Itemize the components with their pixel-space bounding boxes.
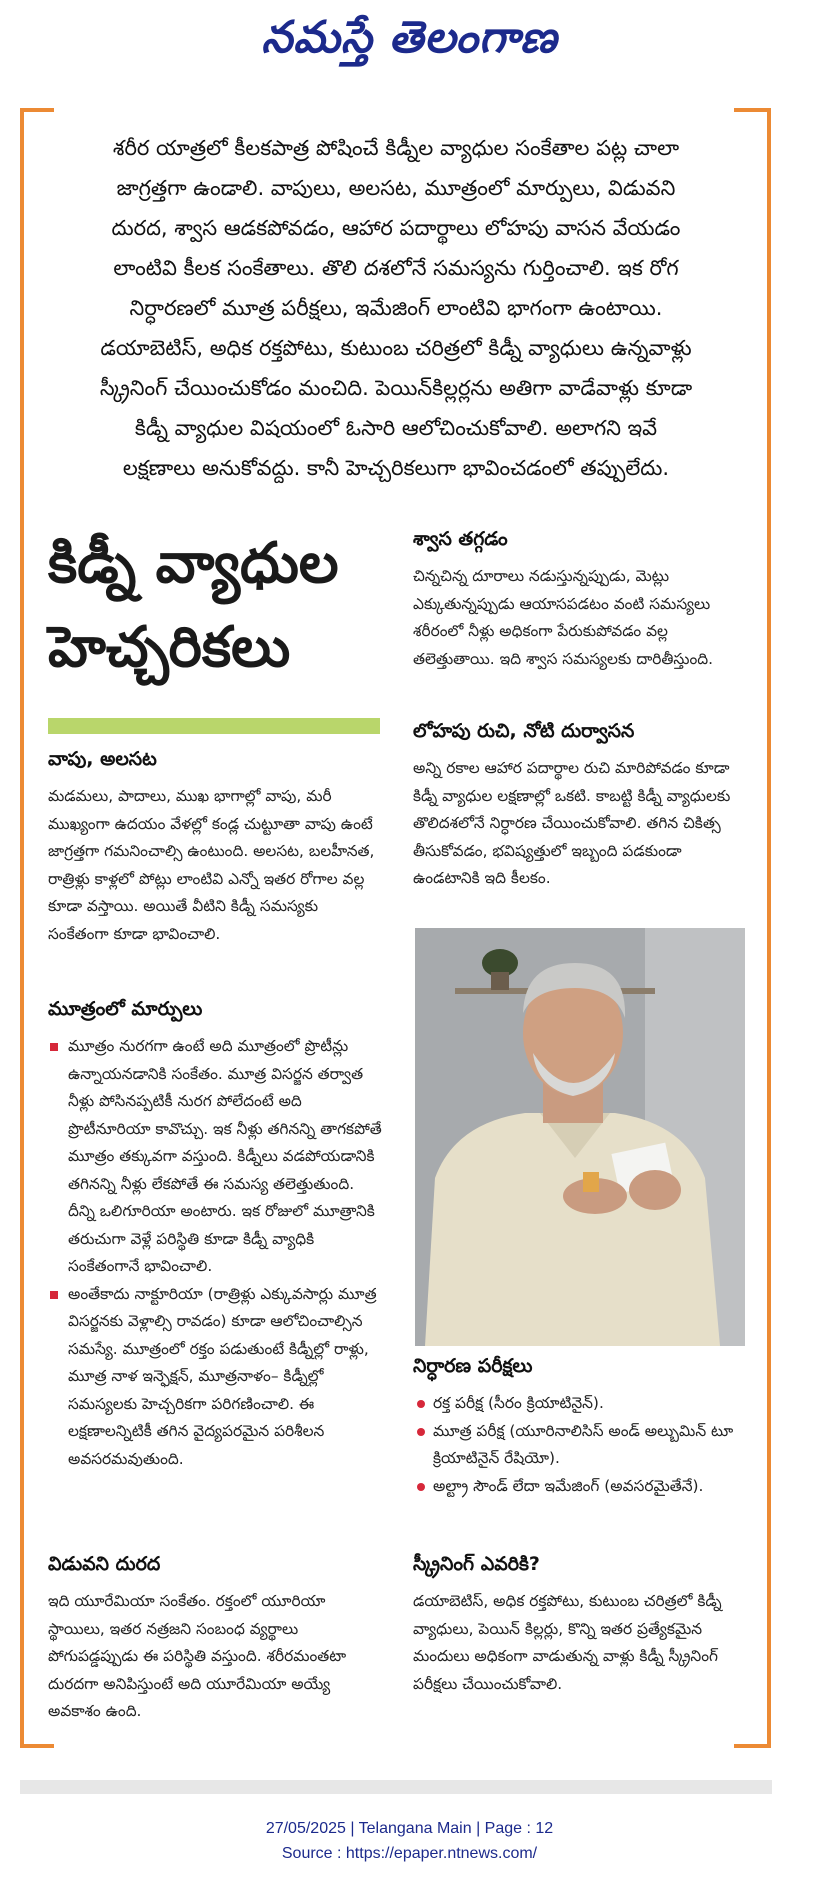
article-headline [48, 522, 388, 690]
intro-line: కిడ్నీ వ్యాధుల విషయంలో ఓసారి ఆలోచించుకోవాలి. అలాగని ఇవే [134, 416, 658, 440]
section-urine-changes [48, 998, 383, 1473]
list-item-text: మూత్ర పరీక్ష (యూరినాలిసిస్ అండ్ అల్బుమిన్ టూ క్రియాటినైన్ రేషియో). [433, 1421, 734, 1467]
list-item [413, 1473, 743, 1501]
list-item-text: రక్త పరీక్ష (సీరం క్రియాటినైన్). [433, 1394, 604, 1412]
square-bullet-icon [50, 1043, 58, 1051]
section-diagnostic-tests [413, 1355, 743, 1500]
section-title: నిర్ధారణ పరీక్షలు [413, 1355, 533, 1377]
headline-line: హెచ్చరికలు [48, 615, 291, 680]
headline-line: కిడ్నీ వ్యాధుల [48, 531, 339, 596]
intro-line: లక్షణాలు అనుకోవద్దు. కానీ హెచ్చరికలుగా భావించడంలో తప్పులేదు. [122, 456, 670, 480]
section-body: డయాబెటిస్, అధిక రక్తపోటు, కుటుంబ చరిత్రలో కిడ్నీ వ్యాధులు, పెయిన్ కిల్లర్లు, కొన్ని ఇతర ప్రత్యేకమైన మందులు అధికంగా వాడుతున్న వాళ్లు కిడ్నీ స్క్రీనింగ్ పరీక్షలు చేయించుకోవాలి. [413, 1592, 722, 1693]
list-item-text: మూత్రం నురగగా ఉంటే అది మూత్రంలో ప్రొటీన్లు ఉన్నాయనడానికి సంకేతం. మూత్ర విసర్జన తర్వాత నీళ్లు పోసినప్పటికీ నురగ పోలేదంటే అది ప్రొటీనూరియా కావొచ్చు. ఇక నీళ్లు తగినన్ని తాగకపోతే మూత్రం తక్కువగా వస్తుంది. కిడ్నీలు వడపోయడానికి తగినన్ని నీళ్లు లేకపోతే ఈ సమస్య తలెత్తుతుంది. దీన్ని ఒలిగూరియా అంటారు. ఇక రోజులో మూత్రానికి తరుచుగా వెళ్లే పరిస్థితి కూడా కిడ్నీ వ్యాధికి సంకేతంగానే భావించాలి. [68, 1037, 382, 1275]
intro-line: డయాబెటిస్, అధిక రక్తపోటు, కుటుంబ చరిత్రలో కిడ్నీ వ్యాధులు ఉన్నవాళ్లు [100, 336, 692, 360]
list-item [413, 1418, 743, 1473]
list-item-text: అల్ట్రా సౌండ్ లేదా ఇమేజింగ్ (అవసరమైతేనే). [433, 1476, 704, 1495]
round-bullet-icon [417, 1483, 425, 1491]
list-item [413, 1390, 743, 1418]
section-body: చిన్నచిన్న దూరాలు నడుస్తున్నప్పుడు, మెట్లు ఎక్కుతున్నప్పుడు ఆయాసపడటం వంటి సమస్యలు శరీరంలో నీళ్లు అధికంగా పేరుకుపోవడం వల్ల తలెత్తుతాయి. ఇది శ్వాస సమస్యలకు దారితీస్తుంది. [413, 567, 714, 668]
section-title: స్క్రీనింగ్ ఎవరికి? [413, 1553, 540, 1575]
round-bullet-icon [417, 1400, 425, 1408]
newspaper-masthead: నమస్తే తెలంగాణ [261, 12, 558, 63]
list-item [48, 1033, 383, 1281]
intro-line: నిర్ధారణలో మూత్ర పరీక్షలు, ఇమేజింగ్ లాంటివి భాగంగా ఉంటాయి. [129, 296, 663, 320]
section-title: శ్వాస తగ్గడం [413, 528, 508, 550]
list-item-text: అంతేకాదు నాక్టూరియా (రాత్రిళ్లు ఎక్కువసార్లు మూత్ర విసర్జనకు వెళ్లాల్సి రావడం) కూడా ఆలోచించాల్సిన సమస్యే. మూత్రంలో రక్తం పడుతుంటే కిడ్నీల్లో రాళ్లు, మూత్ర నాళ ఇన్ఫెక్షన్, మూత్రనాళం– కిడ్నీల్లో సమస్యలకు హెచ్చరికగా పరిగణించాలి. ఈ లక్షణాలన్నిటికీ తగిన వైద్యపరమైన పరిశీలన అవసరమవుతుంది. [68, 1284, 377, 1468]
intro-line: శరీర యాత్రలో కీలకపాత్ర పోషించే కిడ్నీల వ్యాధుల సంకేతాల పట్ల చాలా [112, 136, 680, 160]
section-title: మూత్రంలో మార్పులు [48, 998, 203, 1020]
section-title: విడువని దురద [48, 1553, 161, 1575]
section-screening [413, 1553, 743, 1698]
section-body: ఇది యూరేమియా సంకేతం. రక్తంలో యూరియా స్థాయిలు, ఇతర నత్రజని సంబంధ వ్యర్థాలు పోగుపడ్డప్పుడు ఈ పరిస్థితి వస్తుంది. శరీరమంతటా దురదగా అనిపిస్తుంటే అది యూరేమియా అయ్యే అవకాశం ఉంది. [48, 1592, 347, 1720]
round-bullet-icon [417, 1428, 425, 1436]
intro-line: లాంటివి కీలక సంకేతాలు. తొలి దశలోనే సమస్యను గుర్తించాలి. ఇక రోగ [113, 256, 679, 280]
intro-line: దురద, శ్వాస ఆడకపోవడం, ఆహార పదార్థాలు లోహపు వాసన వేయడం [111, 216, 681, 240]
intro-paragraph [46, 128, 746, 488]
section-body: మడమలు, పాదాలు, ముఖ భాగాల్లో వాపు, మరీ ముఖ్యంగా ఉదయం వేళల్లో కండ్ల చుట్టూతా వాపు ఉంటే జాగ్రత్తగా గమనించాల్సి ఉంటుంది. అలసట, బలహీనత, రాత్రిళ్లు కాళ్లలో పోట్లు లాంటివి ఎన్నో ఇతర రోగాల వల్ల కూడా వస్తాయి. అయితే వీటిని కిడ్నీ సమస్యకు సంకేతంగా కూడా భావించాలి. [48, 787, 375, 943]
edition-info: 27/05/2025 | Telangana Main | Page : 12 [265, 1820, 554, 1837]
square-bullet-icon [50, 1291, 58, 1299]
section-title: వాపు, అలసట [48, 748, 157, 770]
man-reading-medicine-illustration [415, 928, 745, 1346]
headline-underline-bar [48, 718, 380, 734]
intro-line: స్క్రీనింగ్ చేయించుకోడం మంచిది. పెయిన్‌కిల్లర్లను అతిగా వాడేవాళ్లు కూడా [99, 376, 693, 400]
section-swelling [48, 748, 383, 948]
section-metallic-taste [413, 720, 743, 893]
list-item [48, 1281, 383, 1474]
source-link[interactable]: Source : https://epaper.ntnews.com/ [281, 1845, 538, 1862]
section-breath [413, 528, 743, 673]
section-title: లోహపు రుచి, నోటి దుర్వాసన [413, 720, 635, 742]
intro-line: జాగ్రత్తగా ఉండాలి. వాపులు, అలసట, మూత్రంలో మార్పులు, విడువని [116, 176, 676, 200]
section-itching [48, 1553, 383, 1726]
article-photo [415, 928, 745, 1346]
section-body: అన్ని రకాల ఆహార పదార్థాల రుచి మారిపోవడం కూడా కిడ్నీ వ్యాధుల లక్షణాల్లో ఒకటి. కాబట్టి కిడ్నీ వ్యాధులకు తొలిదశలోనే నిర్ధారణ చేయించుకోవాలి. తగిన చికిత్స తీసుకోవడం, భవిష్యత్తులో ఇబ్బంది పడకుండా ఉండటానికి ఇది కీలకం. [413, 759, 731, 887]
page-divider [20, 1780, 772, 1794]
